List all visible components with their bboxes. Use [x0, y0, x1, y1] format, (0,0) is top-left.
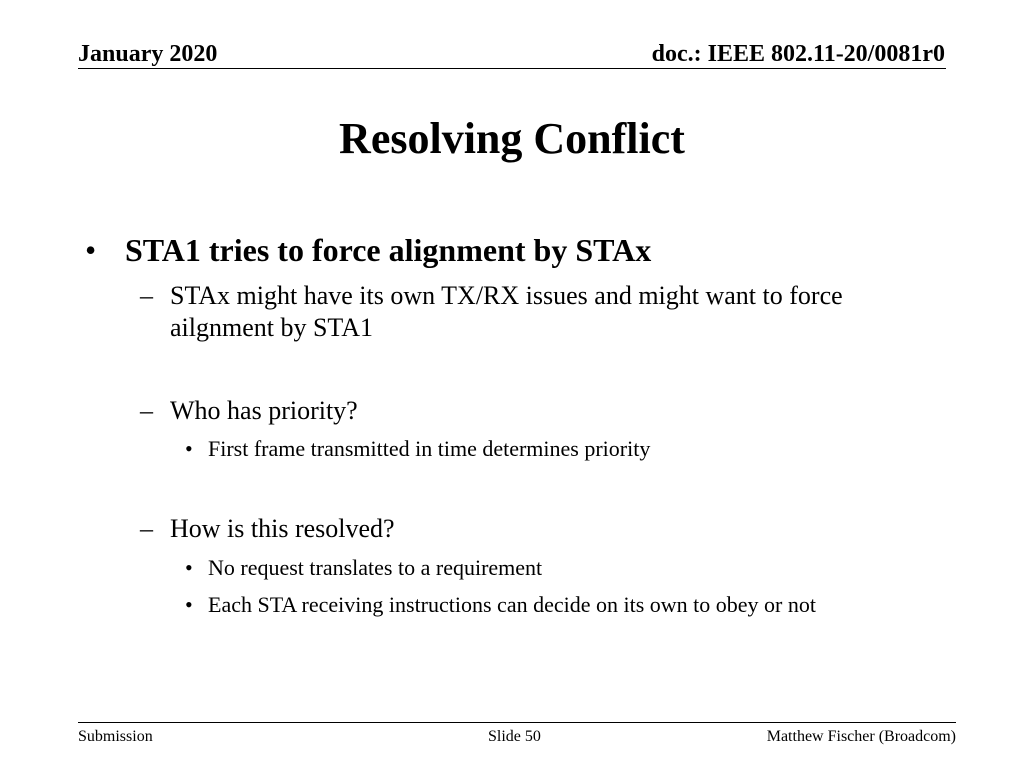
footer-submission: Submission — [78, 728, 153, 745]
sub-bullet-2-text: Who has priority? — [170, 396, 358, 425]
sub-bullet-3-text: How is this resolved? — [170, 514, 395, 543]
main-bullet-text: STA1 tries to force alignment by STAx — [125, 232, 652, 268]
header-doc-id: doc.: IEEE 802.11-20/0081r0 — [651, 41, 945, 67]
sub-sub-bullet-text: No request translates to a requirement — [208, 555, 543, 580]
footer-slide-number: Slide 50 — [488, 728, 541, 745]
slide-title: Resolving Conflict — [339, 114, 685, 163]
header-divider — [78, 68, 946, 69]
sub-sub-bullet-text: Each STA receiving instructions can decide on its own to obey or not — [208, 592, 816, 617]
bullet-marker: • — [185, 592, 193, 617]
footer-divider — [78, 722, 956, 723]
header-date: January 2020 — [78, 41, 218, 67]
bullet-marker: • — [185, 555, 193, 580]
sub-sub-bullet-text: First frame transmitted in time determines priority — [208, 436, 651, 461]
bullet-marker: • — [85, 232, 97, 268]
dash-marker: – — [140, 514, 153, 543]
sub-bullet-1-text: STAx might have its own TX/RX issues and might want to force ailgnment by STA1 — [170, 281, 843, 342]
dash-marker: – — [140, 396, 153, 425]
bullet-marker: • — [185, 436, 193, 461]
footer-author: Matthew Fischer (Broadcom) — [766, 728, 956, 745]
dash-marker: – — [140, 281, 153, 310]
